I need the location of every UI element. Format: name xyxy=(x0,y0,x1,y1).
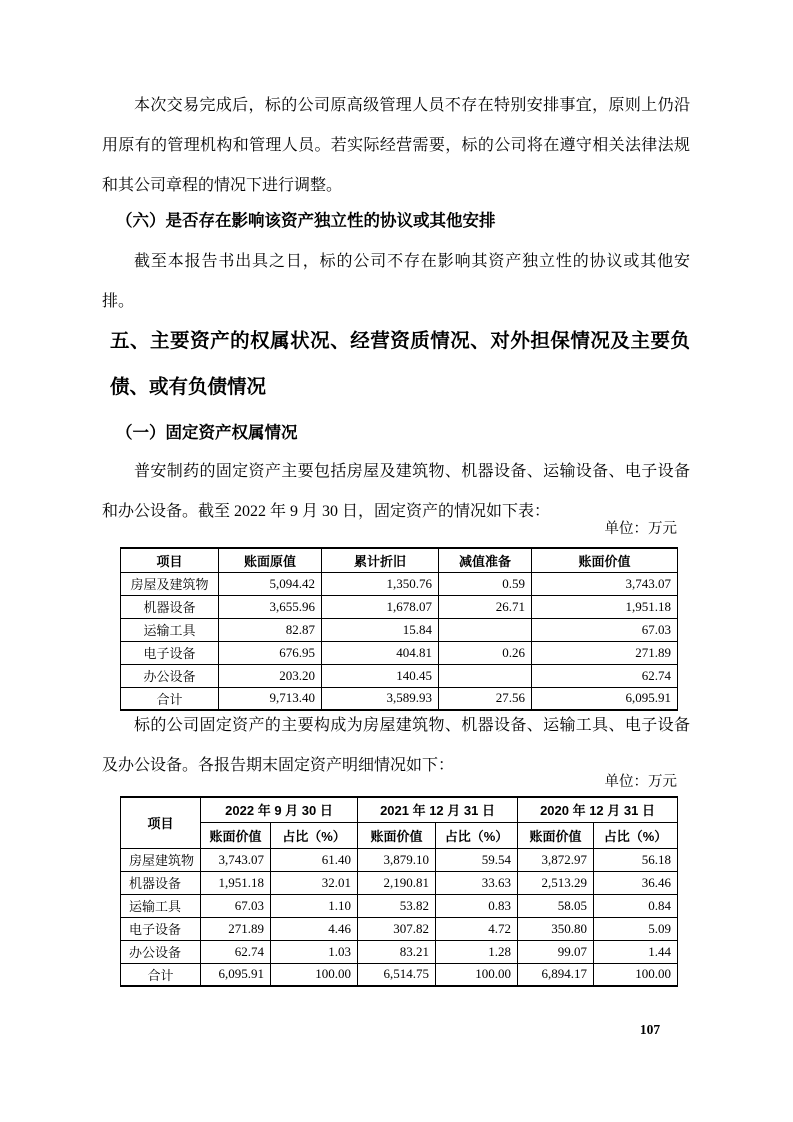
table-cell: 203.20 xyxy=(219,664,322,687)
table-cell: 100.00 xyxy=(271,963,358,986)
header-item: 项目 xyxy=(121,548,219,572)
paragraph-asset-independence: 截至本报告书出具之日，标的公司不存在影响其资产独立性的协议或其他安排。 xyxy=(102,253,690,310)
table-cell: 2,190.81 xyxy=(358,871,436,894)
table-cell: 3,589.93 xyxy=(322,687,439,710)
header-period-2022-09-30: 2022 年 9 月 30 日 xyxy=(201,797,358,822)
table-cell: 1,951.18 xyxy=(201,871,271,894)
paragraph-fixed-assets-composition: 标的公司固定资产的主要构成为房屋建筑物、机器设备、运输工具、电子设备及办公设备。各报告期末固定资产明细情况如下： xyxy=(102,717,690,774)
table-cell: 1,678.07 xyxy=(322,595,439,618)
table-cell: 99.07 xyxy=(518,940,594,963)
table-cell: 6,894.17 xyxy=(518,963,594,986)
table-cell: 32.01 xyxy=(271,871,358,894)
fixed-assets-detail-table xyxy=(120,796,678,987)
table-cell: 58.05 xyxy=(518,894,594,917)
table-cell: 0.83 xyxy=(436,894,518,917)
table-cell: 1.10 xyxy=(271,894,358,917)
table-cell: 1,350.76 xyxy=(322,572,439,595)
unit-label-table1: 单位：万元 xyxy=(604,521,677,537)
table-row-machinery xyxy=(121,595,678,618)
table-cell: 26.71 xyxy=(439,595,532,618)
header-period-2020-12-31: 2020 年 12 月 31 日 xyxy=(518,797,678,822)
paragraph-transaction-arrangement: 本次交易完成后，标的公司原高级管理人员不存在特别安排事宜，原则上仍沿用原有的管理机构和管理人员。若实际经营需要，标的公司将在遵守相关法律法规和其公司章程的情况下进行调整。 xyxy=(102,97,690,194)
table-row-machinery xyxy=(121,871,678,894)
table-cell: 电子设备 xyxy=(121,641,219,664)
table-cell: 合计 xyxy=(121,687,219,710)
table-cell: 67.03 xyxy=(532,618,678,641)
table-cell: 271.89 xyxy=(532,641,678,664)
table-cell: 0.59 xyxy=(439,572,532,595)
table-cell: 83.21 xyxy=(358,940,436,963)
table-cell: 9,713.40 xyxy=(219,687,322,710)
table-cell: 6,095.91 xyxy=(201,963,271,986)
table-header-sub-row xyxy=(121,822,678,848)
page-number: 107 xyxy=(639,1022,661,1037)
table-cell: 房屋及建筑物 xyxy=(121,572,219,595)
table-cell: 4.46 xyxy=(271,917,358,940)
table-cell: 6,095.91 xyxy=(532,687,678,710)
table-cell: 350.80 xyxy=(518,917,594,940)
table-cell: 3,655.96 xyxy=(219,595,322,618)
table-cell: 5,094.42 xyxy=(219,572,322,595)
table-cell: 404.81 xyxy=(322,641,439,664)
header-ratio-percent: 占比（%） xyxy=(594,822,678,848)
table-cell: 676.95 xyxy=(219,641,322,664)
table-cell: 140.45 xyxy=(322,664,439,687)
table-cell: 59.54 xyxy=(436,848,518,871)
header-ratio-percent: 占比（%） xyxy=(436,822,518,848)
table-cell: 27.56 xyxy=(439,687,532,710)
table-cell: 运输工具 xyxy=(121,618,219,641)
table-cell: 3,879.10 xyxy=(358,848,436,871)
fixed-assets-summary-table xyxy=(120,547,678,711)
table-cell: 62.74 xyxy=(532,664,678,687)
table-cell: 82.87 xyxy=(219,618,322,641)
table-row-buildings xyxy=(121,848,678,871)
table-cell: 机器设备 xyxy=(121,595,219,618)
table-row-total xyxy=(121,963,678,986)
table-row-vehicles xyxy=(121,618,678,641)
table-cell: 1.44 xyxy=(594,940,678,963)
table-row-vehicles xyxy=(121,894,678,917)
header-period-2021-12-31: 2021 年 12 月 31 日 xyxy=(358,797,518,822)
table-cell: 100.00 xyxy=(594,963,678,986)
table-cell: 办公设备 xyxy=(121,940,201,963)
table-cell: 房屋建筑物 xyxy=(121,848,201,871)
header-impairment-provision: 减值准备 xyxy=(439,548,532,572)
header-net-book-value: 账面价值 xyxy=(532,548,678,572)
table-cell: 33.63 xyxy=(436,871,518,894)
table-cell: 1,951.18 xyxy=(532,595,678,618)
table-cell: 100.00 xyxy=(436,963,518,986)
table-cell: 4.72 xyxy=(436,917,518,940)
table-cell: 6,514.75 xyxy=(358,963,436,986)
table-cell: 5.09 xyxy=(594,917,678,940)
header-book-value: 账面价值 xyxy=(201,822,271,848)
table-cell: 3,743.07 xyxy=(201,848,271,871)
paragraph-fixed-assets-intro: 普安制药的固定资产主要包括房屋及建筑物、机器设备、运输设备、电子设备和办公设备。截至 2022 年 9 月 30 日，固定资产的情况如下表： xyxy=(102,463,690,520)
table-row-electronics xyxy=(121,641,678,664)
unit-label-table2: 单位：万元 xyxy=(604,774,677,790)
table-cell: 机器设备 xyxy=(121,871,201,894)
table-row-electronics xyxy=(121,917,678,940)
table-cell: 61.40 xyxy=(271,848,358,871)
section-heading-5-1-fixed-asset-ownership: （一）固定资产权属情况 xyxy=(116,424,298,442)
table-cell: 0.84 xyxy=(594,894,678,917)
table-cell: 0.26 xyxy=(439,641,532,664)
table-cell: 合计 xyxy=(121,963,201,986)
table-cell: 运输工具 xyxy=(121,894,201,917)
table-row-office-equipment xyxy=(121,940,678,963)
table-cell: 271.89 xyxy=(201,917,271,940)
table-cell: 53.82 xyxy=(358,894,436,917)
table-cell: 电子设备 xyxy=(121,917,201,940)
table-cell xyxy=(439,618,532,641)
table-cell: 1.03 xyxy=(271,940,358,963)
table-cell: 办公设备 xyxy=(121,664,219,687)
table-cell: 62.74 xyxy=(201,940,271,963)
table-cell: 2,513.29 xyxy=(518,871,594,894)
header-item: 项目 xyxy=(121,797,201,848)
chapter-heading-5-major-assets: 五、主要资产的权属状况、经营资质情况、对外担保情况及主要负债、或有负债情况 xyxy=(110,330,690,398)
table-cell xyxy=(439,664,532,687)
table-cell: 1.28 xyxy=(436,940,518,963)
table-cell: 15.84 xyxy=(322,618,439,641)
table-cell: 36.46 xyxy=(594,871,678,894)
header-book-value: 账面价值 xyxy=(518,822,594,848)
header-original-book-value: 账面原值 xyxy=(219,548,322,572)
header-book-value: 账面价值 xyxy=(358,822,436,848)
header-ratio-percent: 占比（%） xyxy=(271,822,358,848)
table-header-period-row xyxy=(121,797,678,822)
table-cell: 307.82 xyxy=(358,917,436,940)
table-row-office-equipment xyxy=(121,664,678,687)
table-cell: 3,872.97 xyxy=(518,848,594,871)
table-cell: 67.03 xyxy=(201,894,271,917)
table-cell: 56.18 xyxy=(594,848,678,871)
table-row-buildings xyxy=(121,572,678,595)
table-cell: 3,743.07 xyxy=(532,572,678,595)
section-heading-6-asset-independence: （六）是否存在影响该资产独立性的协议或其他安排 xyxy=(116,212,496,230)
header-accumulated-depreciation: 累计折旧 xyxy=(322,548,439,572)
table-header-row xyxy=(121,548,678,572)
